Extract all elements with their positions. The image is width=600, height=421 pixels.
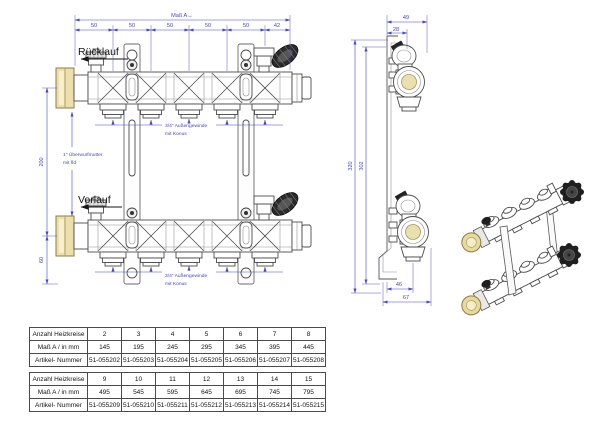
table-cell: 295 [190, 341, 224, 354]
side-valve-bottom [395, 191, 429, 261]
ruecklauf-label: Rücklauf [78, 46, 119, 58]
table-cell: 195 [122, 341, 156, 354]
table-cell: 51-055214 [258, 399, 292, 412]
table-cell: 4 [156, 328, 190, 341]
table-cell: 51-055209 [88, 399, 122, 412]
dim-side-46 [387, 263, 413, 293]
row-label: Anzahl Heizkreise [30, 373, 88, 386]
dim-49-label: 49 [402, 15, 410, 21]
table-cell: 14 [258, 373, 292, 386]
iso-knob-bottom-icon [557, 243, 581, 267]
table-cell: 51-055202 [88, 354, 122, 367]
table-cell: 51-055213 [224, 399, 258, 412]
table-row [30, 341, 326, 354]
dim-height-60 [39, 236, 58, 284]
dim-seg-2: 50 [128, 23, 136, 29]
table-cell: 3 [122, 328, 156, 341]
table-cell: 9 [88, 373, 122, 386]
size-table-1 [29, 327, 326, 367]
table-row [30, 386, 326, 399]
table-cell: 51-055215 [292, 399, 326, 412]
side-view [348, 15, 431, 306]
dim-seg-1: 50 [90, 23, 98, 29]
dim-seg-5: 50 [242, 23, 250, 29]
table-cell: 51-055211 [156, 399, 190, 412]
dim-46-label: 46 [395, 282, 403, 288]
table-cell: 745 [258, 386, 292, 399]
table-cell: 595 [156, 386, 190, 399]
table-cell: 15 [292, 373, 326, 386]
note-outlet-bottom [95, 266, 283, 287]
dim-side-302 [359, 47, 386, 284]
table-row [30, 373, 326, 386]
side-valve-top [391, 41, 425, 111]
table-cell: 6 [224, 328, 258, 341]
table-cell: 5 [190, 328, 224, 341]
table-cell: 245 [156, 341, 190, 354]
table-row [30, 399, 326, 412]
outlet-note-line1: 3/4" Außengewinde [165, 274, 208, 279]
dim-total-label: Maß A↔ [171, 13, 193, 19]
table-cell: 12 [190, 373, 224, 386]
dim-height-200 [39, 88, 57, 236]
table-cell: 495 [88, 386, 122, 399]
table-cell: 51-055212 [190, 399, 224, 412]
dim-67-label: 67 [402, 295, 410, 301]
dim-60-label: 60 [39, 256, 45, 264]
row-label: Maß A / in mm [30, 341, 88, 354]
union-note-line1: 1" Überwurfmutter [63, 153, 103, 158]
table-cell: 645 [190, 386, 224, 399]
table-cell: 7 [258, 328, 292, 341]
table-row [30, 354, 326, 367]
table-cell: 51-055206 [224, 354, 258, 367]
table-cell: 695 [224, 386, 258, 399]
table-cell: 51-055204 [156, 354, 190, 367]
outlet-note-line1: 3/4" Außengewinde [165, 124, 208, 129]
dim-200-label: 200 [39, 157, 45, 167]
table-cell: 395 [258, 341, 292, 354]
note-outlet-top [95, 119, 283, 137]
dim-28-label: 28 [392, 27, 400, 33]
size-tables [29, 327, 326, 412]
outlet-note-line2: mit Konus [165, 282, 187, 287]
size-table-2 [29, 372, 326, 412]
dim-seg-6: 42 [273, 23, 281, 29]
table-cell: 51-055210 [122, 399, 156, 412]
table-cell: 795 [292, 386, 326, 399]
table-cell: 8 [292, 328, 326, 341]
outlet-note-line2: mit Konus [165, 132, 187, 137]
table-cell: 545 [122, 386, 156, 399]
table-cell: 345 [224, 341, 258, 354]
table-cell: 445 [292, 341, 326, 354]
table-cell: 11 [156, 373, 190, 386]
table-cell: 51-055203 [122, 354, 156, 367]
flow-label-vorlauf [78, 194, 122, 207]
front-view [39, 13, 311, 287]
table-cell: 51-055208 [292, 354, 326, 367]
table-cell: 13 [224, 373, 258, 386]
vorlauf-label: Vorlauf [78, 194, 111, 206]
dim-seg-4: 50 [204, 23, 212, 29]
dim-seg-3: 50 [166, 23, 174, 29]
isometric-view [456, 179, 584, 319]
union-note-line2: mit fld [63, 161, 77, 166]
row-label: Anzahl Heizkreise [30, 328, 88, 341]
table-cell: 51-055205 [190, 354, 224, 367]
flow-label-ruecklauf [78, 46, 128, 59]
row-label: Maß A / in mm [30, 386, 88, 399]
table-cell: 10 [122, 373, 156, 386]
table-cell: 145 [88, 341, 122, 354]
table-row [30, 328, 326, 341]
row-label: Artikel- Nummer [30, 399, 88, 412]
row-label: Artikel- Nummer [30, 354, 88, 367]
iso-knob-top-icon [560, 180, 584, 204]
dim-302-label: 302 [359, 161, 365, 171]
dim-320-label: 320 [348, 161, 354, 171]
table-cell: 51-055207 [258, 354, 292, 367]
table-cell: 2 [88, 328, 122, 341]
